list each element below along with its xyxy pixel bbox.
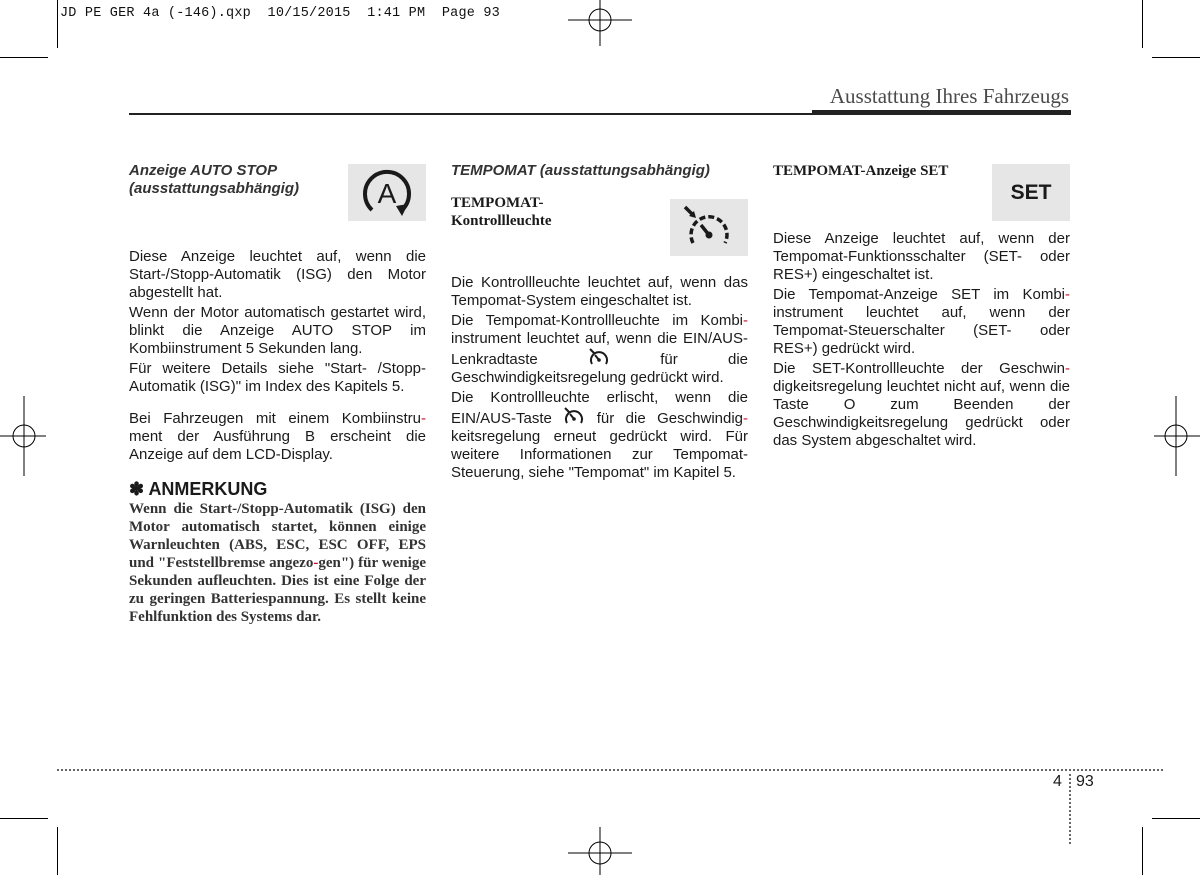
chapter-number: 4 <box>1053 773 1062 790</box>
section-title-line: Anzeige AUTO STOP <box>129 162 278 179</box>
note-body <box>129 500 426 626</box>
text-run: für die Geschwindigkeitsregelung gedrückt wird. <box>451 351 748 386</box>
section-title: TEMPOMAT-Anzeige SET <box>773 163 949 179</box>
registration-mark-icon <box>0 396 46 476</box>
paragraph: Wenn der Motor automatisch gestartet wird, blinkt die Anzeige AUTO STOP im Kombiinstrument 5 Sekunden lang. <box>129 304 426 357</box>
soft-hyphen: - <box>313 555 319 571</box>
column-auto-stop <box>129 162 426 626</box>
cruise-control-button-icon <box>588 348 610 368</box>
soft-hyphen: - <box>421 410 426 427</box>
paragraph <box>773 286 1070 358</box>
crop-mark <box>1152 818 1200 819</box>
crop-mark <box>0 818 48 819</box>
text-run: ment der Ausführung B erscheint die Anzeige auf dem LCD-Display. <box>129 428 426 463</box>
auto-stop-symbol-icon <box>356 166 418 220</box>
crop-mark <box>0 57 48 58</box>
subsection-title-line: Kontrollleuchte <box>451 213 552 229</box>
note-symbol-icon: ✽ <box>129 479 145 499</box>
text-run: für die Geschwindig <box>596 410 744 427</box>
text-run: Bei Fahrzeugen mit einem Kombiinstru <box>129 410 421 427</box>
auto-stop-indicator-icon <box>348 164 426 221</box>
footer-divider-vertical <box>1069 769 1071 844</box>
text-run: gen") für wenige Sekunden aufleuchten. Dies ist eine Folge der zu geringen Batteriespannung. Es stellt keine Fehlfunktion des Systems dar. <box>129 555 426 625</box>
auto-stop-letter: A <box>377 177 397 209</box>
cruise-control-button-icon <box>563 407 585 427</box>
crop-mark <box>57 0 58 48</box>
section-title-line: (ausstattungsabhängig) <box>129 180 300 197</box>
paragraph: Diese Anzeige leuchtet auf, wenn der Tempomat-Funktionsschalter (SET- oder RES+) eingeschaltet ist. <box>773 230 1070 283</box>
soft-hyphen: - <box>743 312 748 329</box>
text-run: instrument leuchtet auf, wenn der Tempomat-Steuerschalter (SET- oder RES+) gedrückt wird. <box>773 304 1070 357</box>
cruise-control-speedometer-icon <box>670 199 748 256</box>
page-header-title: Ausstattung Ihres Fahrzeugs <box>829 84 1069 108</box>
registration-mark-icon <box>568 0 632 46</box>
speedometer-icon <box>681 203 737 253</box>
paragraph: Die Kontrollleuchte leuchtet auf, wenn das Tempomat-System eingeschaltet ist. <box>451 274 748 309</box>
paragraph <box>773 360 1070 450</box>
text-run: Die Tempomat-Kontrollleuchte im Kombi <box>451 312 743 329</box>
registration-mark-icon <box>1154 396 1200 476</box>
crop-mark <box>1142 0 1143 48</box>
footer-divider <box>57 769 1163 771</box>
crop-mark <box>57 827 58 875</box>
print-slug: JD PE GER 4a (-146).qxp 10/15/2015 1:41 PM Page 93 <box>60 6 500 21</box>
text-run: Die Tempomat-Anzeige SET im Kombi <box>773 286 1065 303</box>
paragraph: Für weitere Details siehe "Start- /Stopp-Automatik (ISG)" im Index des Kapitels 5. <box>129 360 426 395</box>
soft-hyphen: - <box>1065 360 1070 377</box>
soft-hyphen: - <box>743 410 749 427</box>
text-run: Wenn die Start-/Stopp-Automatik (ISG) den Motor automatisch startet, können einige Warnleuchten (ABS, ESC, ESC OFF, EPS und "Feststellbremse angezo <box>129 501 426 571</box>
paragraph: Diese Anzeige leuchtet auf, wenn die Start-/Stopp-Automatik (ISG) den Motor abgestellt hat. <box>129 248 426 301</box>
text-run: digkeitsregelung leuchtet nicht auf, wenn die Taste O zum Beenden der Geschwindigkeitsregelung gedrückt oder das System abgeschaltet wird. <box>773 378 1070 449</box>
registration-mark-icon <box>568 827 632 875</box>
crop-mark <box>1142 827 1143 875</box>
note-title: ANMERKUNG <box>148 479 268 499</box>
note-heading <box>129 478 426 500</box>
text-run: instrument leuchtet auf, wenn die EIN/AUS-Lenkradtaste <box>451 330 748 368</box>
set-indicator-icon <box>992 164 1070 221</box>
text-run: Die SET-Kontrollleuchte der Geschwin <box>773 360 1065 377</box>
set-indicator-label: SET <box>1010 180 1052 204</box>
text-run: Die Kontrollleuchte erlischt, wenn die EIN/AUS-Taste <box>451 389 748 427</box>
paragraph <box>129 410 426 464</box>
text-run: keitsregelung erneut gedrückt wird. Für weitere Informationen zur Tempomat-Steuerung, siehe "Tempomat" im Kapitel 5. <box>451 428 748 481</box>
section-title: TEMPOMAT (ausstattungsabhängig) <box>451 162 710 179</box>
crop-mark <box>1152 57 1200 58</box>
header-rule-accent <box>812 110 1071 115</box>
subsection-title-line: TEMPOMAT- <box>451 195 544 211</box>
soft-hyphen: - <box>1065 286 1070 303</box>
paragraph <box>451 389 748 482</box>
page-number: 93 <box>1076 773 1094 790</box>
paragraph <box>451 312 748 387</box>
